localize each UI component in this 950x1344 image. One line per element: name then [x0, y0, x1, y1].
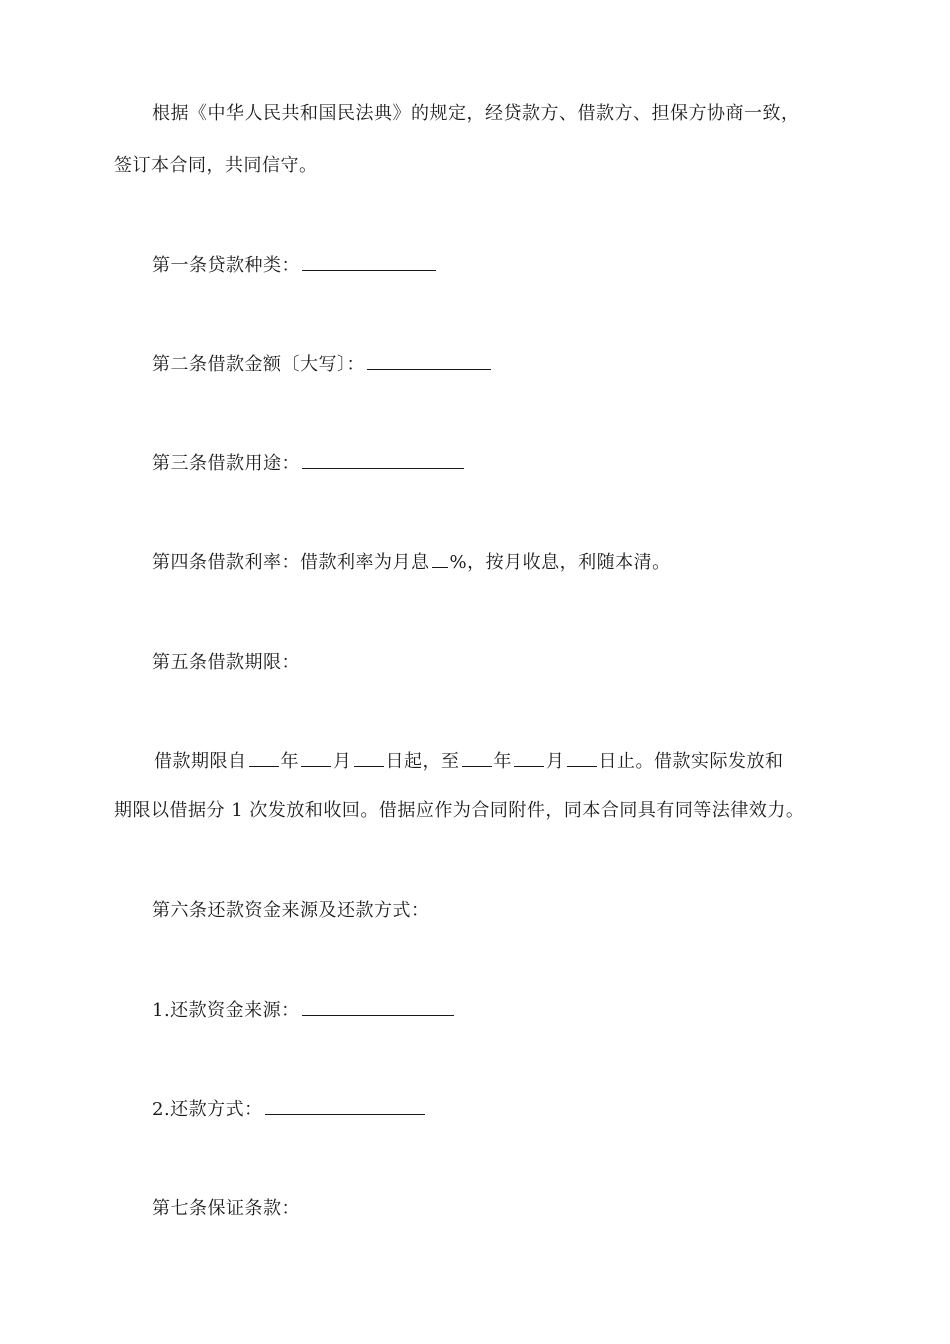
- article-6-item-2: 2.还款方式：: [152, 1098, 427, 1122]
- article-3-loan-purpose: 第三条借款用途：: [152, 452, 466, 476]
- start-year-blank: [249, 750, 279, 767]
- article-5-term-line-1: 借款期限自 年 月 日起，至 年 月 日止。借款实际发放和: [154, 751, 784, 772]
- intro-line-1: 根据《中华人民共和国民法典》的规定，经贷款方、借款方、担保方协商一致，: [152, 103, 800, 124]
- end-year-blank: [462, 750, 492, 767]
- loan-purpose-blank: [302, 452, 464, 469]
- repayment-method-blank: [265, 1098, 425, 1115]
- article-6-title: 第六条还款资金来源及还款方式：: [152, 900, 430, 921]
- intro-line-2: 签订本合同，共同信守。: [114, 155, 318, 176]
- end-day-blank: [567, 750, 597, 767]
- end-month-blank: [514, 750, 544, 767]
- article-5-title: 第五条借款期限：: [152, 652, 300, 673]
- start-day-blank: [354, 750, 384, 767]
- article-6-item-1: 1.还款资金来源：: [152, 999, 456, 1023]
- article-5-term-line-2: 期限以借据分 1 次发放和收回。借据应作为合同附件，同本合同具有同等法律效力。: [114, 800, 805, 821]
- start-month-blank: [301, 750, 331, 767]
- article-1-loan-type: 第一条贷款种类：: [152, 254, 438, 278]
- interest-rate-blank: [432, 551, 448, 568]
- article-7-title: 第七条保证条款：: [152, 1198, 300, 1219]
- article-2-loan-amount: 第二条借款金额〔大写〕：: [152, 353, 493, 377]
- repayment-source-blank: [302, 999, 454, 1016]
- loan-amount-blank: [367, 353, 491, 370]
- article-4-interest-rate: 第四条借款利率：借款利率为月息 %，按月收息，利随本清。: [152, 552, 671, 573]
- loan-type-blank: [302, 254, 436, 271]
